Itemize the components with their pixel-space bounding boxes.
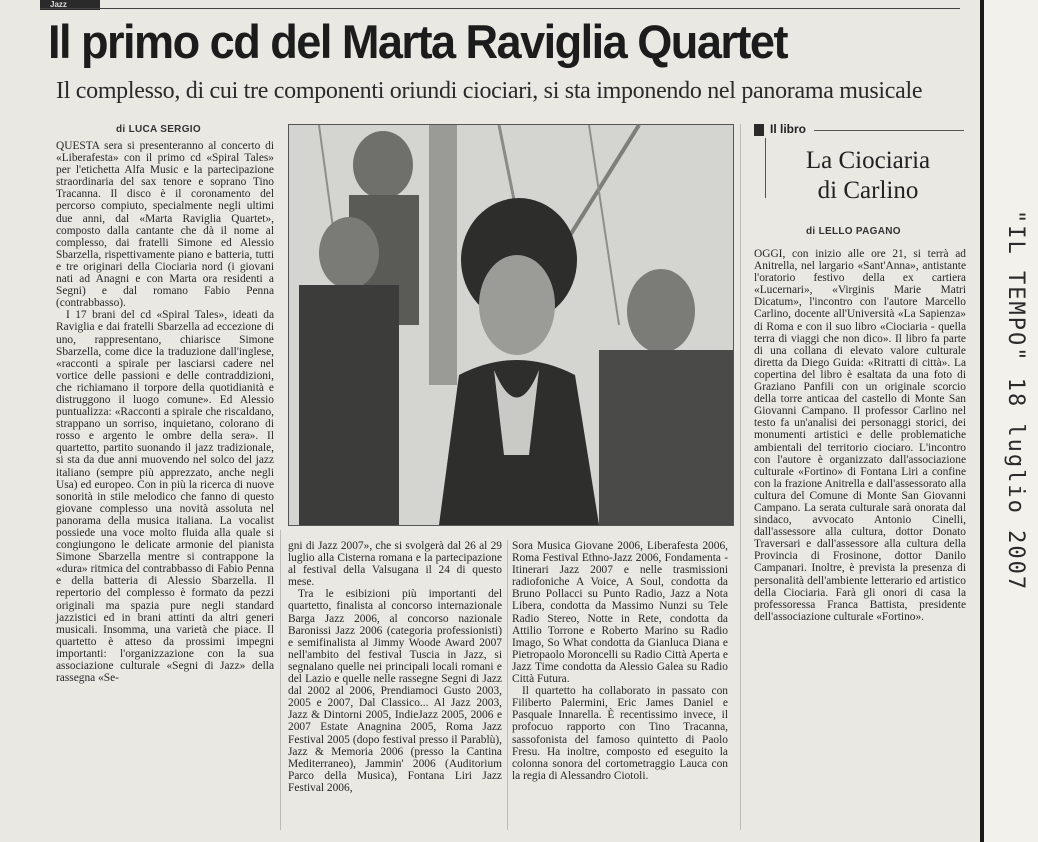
sidebar-title	[770, 146, 966, 206]
sidebar-title-line-2: di Carlino	[817, 177, 919, 204]
headline: Il primo cd del Marta Raviglia Quartet	[48, 15, 787, 68]
handwritten-note	[978, 210, 1038, 630]
sidebar-column	[754, 248, 966, 830]
sidebar-accent-line	[765, 138, 766, 198]
article-paragraph: QUESTA sera si presenteranno al concerto di «Liberafesta» con il primo cd «Spiral Tales» per l'etichetta Alfa Music e la partecipazione straordinaria del sax tenore e soprano Tino Tracanna. Il disco è il coronamento del percorso compiuto, specialmente negli ultimi due anni, dal «Marta Raviglia Quartet», composto dalla cantante che dà il nome al complesso, dai fratelli Simone ed Alessio Sbarzella, rispettivamente piano e batteria, tutti e tre originari della Ciociaria nord (i giovani nati ad Anagni e con Marta ora residenti a Segni) e dal romano Fabio Penna (contrabbasso).	[56, 140, 274, 310]
column-divider	[280, 530, 281, 830]
sidebar-divider	[740, 124, 741, 830]
sidebar-title-line-1: La Ciociaria	[805, 147, 931, 174]
handwritten-note-text: "IL TEMPO" 18 luglio 2007	[1003, 210, 1028, 592]
sidebar-byline: di LELLO PAGANO	[806, 226, 901, 237]
article-column-2	[288, 540, 502, 830]
sidebar-tag-bar	[754, 124, 764, 136]
quartet-photo-illustration	[289, 125, 733, 525]
sidebar-rule	[814, 130, 964, 131]
sidebar-header	[754, 122, 964, 136]
sidebar-tag: Il libro	[770, 122, 806, 136]
article-paragraph: Sora Musica Giovane 2006, Liberafesta 2006, Roma Festival Ethno-Jazz 2006, Fondamenta - Itinerari Jazz 2007 e nelle trasmissioni radiofoniche A Voice, A Soul, condotta da Bruno Pollacci su Punto Radio, Jazz a Nota Libera, condotta da Massimo Nunzi su Tele Radio Stereo, Notte in Rete, condotta da Attilio Torrone e Roberto Marino su Radio Imago, So What condotta da Gianluca Diana e Pietropaolo Moroncelli su Radio Città Aperta e Jazz Time condotta da Alessio Galea su Radio Città Futura.	[512, 540, 728, 686]
column-divider	[507, 540, 508, 830]
byline-main: di LUCA SERGIO	[116, 124, 201, 135]
section-tag: Jazz	[40, 0, 100, 10]
article-column-1	[56, 140, 274, 830]
quartet-photo	[288, 124, 734, 526]
sidebar-paragraph: OGGI, con inizio alle ore 21, si terrà ad Anitrella, nel largario «Sant'Anna», antistante l'oratorio festivo della ex cartiera «Lucernari», «Virginis Marie Matri Dicatum», l'incontro con l'autore Marcello Carlino, docente all'Università «La Sapienza» di Roma e con il suo libro «Ciociaria - quella terra di viaggi che non dico». Il libro fa parte di una collana di elevato valore culturale diretta da Diego Guida: «Ritratti di città». La copertina del libro è esaltata da una foto di Graziano Panfili con un originale scorcio della torre anticaa del castello di Monte San Giovanni Campano. Il professor Carlino nel testo fa un'analisi dei personaggi storici, dei monumenti artistici e delle problematiche ambientali del territorio ciociaro. L'incontro con l'autore è organizzato dall'associazione culturale «Fortino» di Fontana Liri a confine con la frazione Anitrella e dall'assessorato alla cultura del Comune di Monte San Giovanni Campano. La serata culturale sarà onorata dal sindaco, avvocato Antonio Cinelli, dall'assessore alla cultura, dottor Donato Traversari e dall'assessore alla cultura della Provincia di Frosinone, dottor Danilo Campanari. Inoltre, è prevista la presenza di personalità dell'ambiente letterario ed artistico della Ciociaria. Farà gli onori di casa la professoressa Franca Battista, presidente dell'associazione culturale «Fortino».	[754, 248, 966, 623]
article-paragraph: I 17 brani del cd «Spiral Tales», ideati da Raviglia e dai fratelli Sbarzella ad eccezione di uno, rappresentano, chiarisce Simone Sbarzella, come dice la traduzione dall'inglese, «racconti a spirale per lasciarsi cadere nel vortice delle passioni e delle contraddizioni, che richiamano il torpore della quotidianità e distruggono il luogo comune». Ed Alessio puntualizza: «Racconti a spirale che riscaldano, strappano un sorriso, inquietano, colorano di rosso e argento le ombre della sera». Il quartetto, partito suonando il jazz tradizionale, si sta da due anni muovendo nel solco del jazz italiano (sempre più apprezzato, anche negli Usa) ed europeo. Con in più la ricerca di nuove sonorità in stile melodico che fanno di questo giovane complesso una novità assoluta nel panorama della musica italiana. La vocalist possiede una voce molto fluida alla quale si congiungono le delicate armonie del pianista Simone Sbarzella mentre si contrappone la «dura» ritmica del contrabbasso di Fabio Penna e della batteria di Alessio Sbarzella. Il repertorio del complesso è formato da pezzi originali ma spazia pure negli standard jazzistici ed in brani attinti da altri generi musicali. Insomma, una varietà che piace. Il quartetto è atteso da prossimi impegni importanti: l'organizzazione con la sua associazione culturale «Segni di Jazz» della rassegna «Se-	[56, 309, 274, 685]
top-rule	[40, 8, 960, 9]
article-column-3	[512, 540, 728, 830]
article-paragraph: Tra le esibizioni più importanti del quartetto, finalista al concorso internazionale Barga Jazz 2006, al concorso nazionale Baronissi Jazz 2006 (categoria professionisti) e semifinalista al Jimmy Woode Award 2007 nell'ambito del festival Tuscia in Jazz, si segnalano quelle nei principali locali romani e del Lazio e quelle nelle rassegne Segni di Jazz dal 2002 al 2006, Prendiamoci Gusto 2003, 2005 e 2007, Dal Classico... Al Jazz 2003, Jazz & Dintorni 2005, IndieJazz 2005, 2006 e 2007 Estate Anagnina 2005, Roma Jazz Festival 2005 (dopo festival presso il Parablù), Jazz & Memoria 2006 (presso la Cantina Mediterraneo), Jammin' 2006 (Auditorium Parco della Musica), Fontana Liri Jazz Festival 2006,	[288, 588, 502, 794]
article-paragraph: Il quartetto ha collaborato in passato con Filiberto Palermini, Eric James Daniel e Pasquale Innarella. È recentissimo invece, il profocuo rapporto con Tino Tracanna, sassofonista del famoso quintetto di Paolo Fresu. Ha inoltre, composto ed eseguito la colonna sonora del cortometraggio Lauca con la regia di Alessandro Ciotoli.	[512, 685, 728, 782]
article-paragraph: gni di Jazz 2007», che si svolgerà dal 26 al 29 luglio alla Cisterna romana e la partecipazione al festival della Valsugana il 24 di questo mese.	[288, 540, 502, 589]
subheadline: Il complesso, di cui tre componenti oriundi ciociari, si sta imponendo nel panorama musicale	[56, 78, 923, 104]
